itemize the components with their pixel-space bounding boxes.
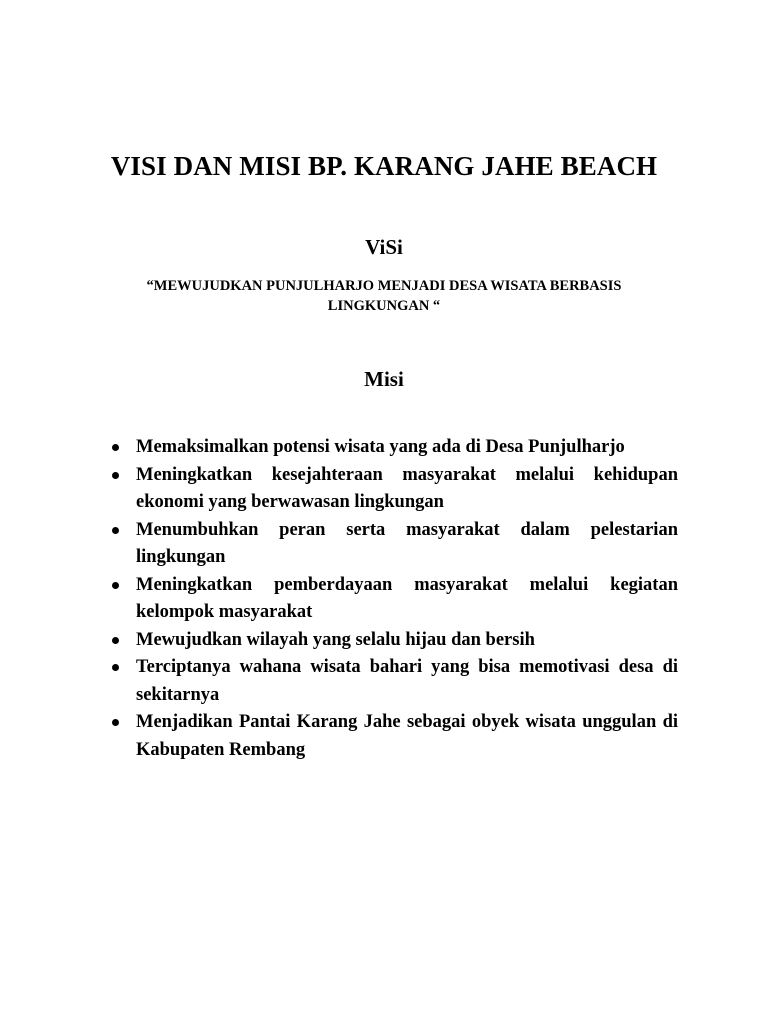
misi-item: [108, 627, 678, 655]
bullet-icon: [112, 472, 119, 479]
misi-item-text: Menjadikan Pantai Karang Jahe sebagai obyek wisata unggulan di Kabupaten Rembang: [136, 712, 678, 760]
misi-item: [108, 709, 678, 764]
misi-heading: Misi: [364, 367, 404, 391]
misi-item: [108, 517, 678, 572]
misi-item: [108, 462, 678, 517]
visi-statement: [120, 276, 648, 316]
bullet-icon: [112, 719, 119, 726]
misi-item-text: Memaksimalkan potensi wisata yang ada di Desa Punjulharjo: [136, 437, 625, 457]
misi-list: [108, 434, 678, 764]
visi-statement-line2: LINGKUNGAN “: [327, 298, 441, 314]
misi-item: [108, 572, 678, 627]
misi-item-text: Terciptanya wahana wisata bahari yang bisa memotivasi desa di sekitarnya: [136, 657, 678, 705]
bullet-icon: [112, 527, 119, 534]
misi-item-text: Menumbuhkan peran serta masyarakat dalam pelestarian lingkungan: [136, 519, 678, 567]
misi-item: [108, 654, 678, 709]
bullet-icon: [112, 444, 119, 451]
document-title: VISI DAN MISI BP. KARANG JAHE BEACH: [110, 151, 658, 181]
bullet-icon: [112, 664, 119, 671]
misi-item-text: Meningkatkan kesejahteraan masyarakat melalui kehidupan ekonomi yang berwawasan lingkungan: [136, 464, 678, 512]
misi-item: [108, 434, 678, 462]
misi-item-text: Meningkatkan pemberdayaan masyarakat melalui kegiatan kelompok masyarakat: [136, 574, 678, 622]
bullet-icon: [112, 582, 119, 589]
visi-statement-line1: “MEWUJUDKAN PUNJULHARJO MENJADI DESA WISATA BERBASIS: [146, 278, 622, 294]
visi-heading: ViSi: [365, 235, 403, 259]
bullet-icon: [112, 637, 119, 644]
misi-item-text: Mewujudkan wilayah yang selalu hijau dan bersih: [136, 629, 535, 650]
